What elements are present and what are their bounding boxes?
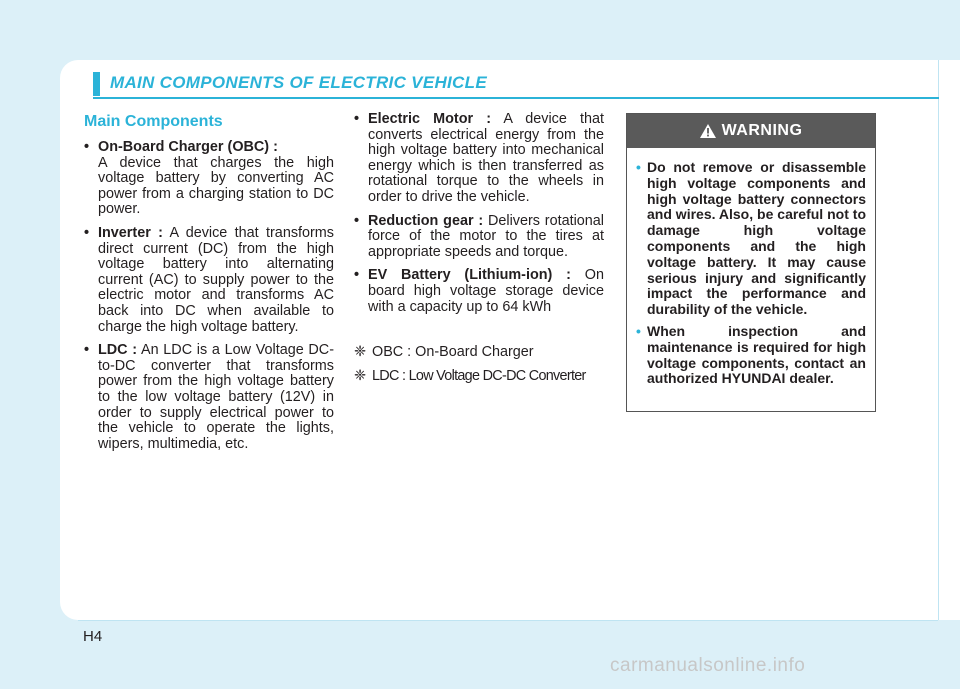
bullet-icon: • [84, 342, 90, 359]
bullet-icon: • [84, 224, 90, 241]
left-column [84, 112, 334, 460]
warning-box [626, 113, 876, 412]
list-item-inverter [84, 226, 334, 335]
bullet-icon: • [354, 212, 360, 229]
warning-title: WARNING [721, 122, 803, 139]
header-accent-bar [93, 72, 100, 96]
page-number: H4 [83, 628, 103, 645]
note-text: OBC : On-Board Charger [372, 344, 534, 361]
note-obc [354, 345, 604, 361]
page-title: MAIN COMPONENTS OF ELECTRIC VEHICLE [110, 73, 487, 92]
warning-item [636, 160, 866, 318]
item-text: A device that converts electrical energy from the high voltage battery into mechanical energy which is then transferred as rotational torque to the wheels in order to drive the vehicle. [368, 111, 605, 205]
bullet-icon: • [636, 159, 641, 175]
warning-header [627, 114, 875, 148]
warning-text: Do not remove or disassemble high voltage components and high voltage battery connectors and wires. Also, be careful not to damage high voltage components and the high voltage battery. It may cause serious injury and significantly impact the performance and durability of the vehicle. [647, 159, 866, 318]
section-heading: Main Components [84, 113, 223, 130]
header-underline [93, 97, 939, 99]
item-term: On-Board Charger (OBC) : [98, 139, 278, 155]
item-text: A device that transforms direct current (DC) from the high voltage battery into alternating current (AC) to supply power to the electric motor and transforms AC back into DC when available to charge the high voltage battery. [98, 224, 334, 335]
item-text: On board high voltage storage device with a capacity up to 64 kWh [368, 267, 604, 315]
list-item-reduction-gear [354, 214, 604, 261]
list-item-ev-battery [354, 268, 604, 315]
warning-triangle-icon [700, 124, 716, 138]
bullet-icon: • [636, 322, 641, 339]
note-ldc [354, 369, 604, 385]
item-text: A device that charges the high voltage battery by converting AC power from a charging station to DC power. [98, 154, 334, 218]
list-item-ldc [84, 343, 334, 452]
note-text: LDC : Low Voltage DC-DC Converter [372, 367, 586, 384]
list-item-obc [84, 140, 334, 218]
page-bottom-line [78, 620, 938, 621]
bullet-icon: • [354, 267, 360, 284]
note-symbol-icon: ❈ [354, 344, 367, 361]
warning-item [636, 324, 866, 387]
item-text: An LDC is a Low Voltage DC-to-DC converter that transforms power from the high voltage battery to the low voltage battery (12V) in order to supply electrical power to the vehicle to operate the lights, wipers, multimedia, etc. [98, 342, 334, 452]
bullet-icon: • [354, 111, 360, 127]
item-term: EV Battery (Lithium-ion) : [368, 267, 571, 284]
watermark: carmanualsonline.info [610, 655, 806, 676]
item-text: Delivers rotational force of the motor to the tires at appropriate speeds and torque. [368, 212, 604, 260]
bullet-icon: • [84, 139, 90, 155]
item-term: Inverter : [98, 224, 163, 241]
warning-body [627, 148, 875, 387]
warning-text: When inspection and maintenance is required for high voltage components, contact an authorized HYUNDAI dealer. [647, 322, 866, 387]
page-edge-line [938, 60, 939, 620]
middle-column [354, 112, 604, 384]
list-item-electric-motor [354, 112, 604, 206]
item-term: Electric Motor : [368, 111, 492, 127]
item-term: LDC : [98, 342, 138, 359]
item-term: Reduction gear : [368, 212, 484, 229]
note-symbol-icon: ❈ [354, 367, 366, 384]
